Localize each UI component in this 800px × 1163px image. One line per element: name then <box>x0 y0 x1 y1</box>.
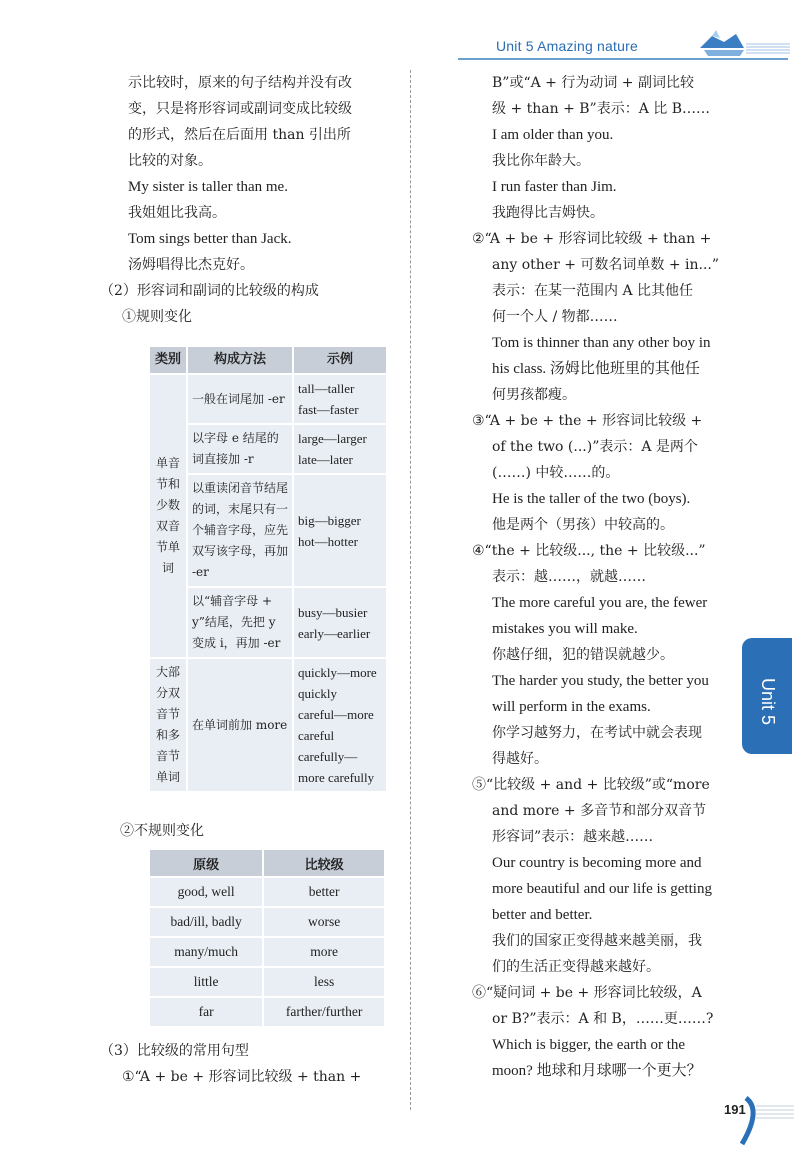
rule-cell: 以“辅音字母 + y”结尾，先把 y 变成 i，再加 -er <box>188 588 292 657</box>
example-cell: tall—taller fast—faster <box>294 375 386 423</box>
pattern-line: ①“A + be + 形容词比较级 + than + <box>122 1069 362 1085</box>
text-line: 你学习越努力，在考试中就会表现 <box>492 725 702 741</box>
table-row <box>150 375 386 423</box>
table-row: many/much more <box>150 938 384 966</box>
text-line: 表示：越……，就越…… <box>492 569 646 585</box>
example-cell: large—larger late—later <box>294 425 386 473</box>
text-line: The more careful you are, the fewer <box>492 595 708 611</box>
sub-heading: ②不规则变化 <box>120 823 204 839</box>
section-heading: （3）比较级的常用句型 <box>100 1043 249 1059</box>
irregular-comparison-table <box>148 848 386 1028</box>
table-header: 比较级 <box>264 850 384 876</box>
category-cell: 单音节和少数双音节单词 <box>150 375 186 657</box>
table-header: 类别 <box>150 347 186 373</box>
table-header: 示例 <box>294 347 386 373</box>
para-line: 变，只是将形容词或副词变成比较级 <box>128 101 352 117</box>
text-line: The harder you study, the better you <box>492 673 709 689</box>
text-line: more beautiful and our life is getting <box>492 881 712 897</box>
text-line: of the two (...)”表示：A 是两个 <box>492 439 698 455</box>
para-line: 比较的对象。 <box>128 153 212 169</box>
text-line: 何男孩都瘦。 <box>492 387 576 403</box>
section3-block <box>100 1038 400 1090</box>
page-number: 191 <box>724 1102 746 1117</box>
text-line: or B?”表示：A 和 B，……更……? <box>492 1011 714 1027</box>
rule-cell: 以重读闭音节结尾的词，末尾只有一个辅音字母，应先双写该字母，再加 -er <box>188 475 292 586</box>
text-line: ②“A + be + 形容词比较级 + than + <box>472 231 712 247</box>
text-line: 们的生活正变得越来越好。 <box>492 959 660 975</box>
text-line: 我们的国家正变得越来越美丽，我 <box>492 933 702 949</box>
sub-heading: ①规则变化 <box>122 309 192 325</box>
text-line: 级 + than + B”表示：A 比 B…… <box>492 101 711 117</box>
table-row: little less <box>150 968 384 996</box>
text-line: better and better. <box>492 907 593 923</box>
left-column <box>100 70 390 330</box>
text-line: (……) 中较……的。 <box>492 465 620 481</box>
text-line: ⑥“疑问词 + be + 形容词比较级，A <box>472 985 702 1001</box>
text-line: 我比你年龄大。 <box>492 153 590 169</box>
right-column <box>472 70 734 1084</box>
para-line: 示比较时，原来的句子结构并没有改 <box>128 75 352 91</box>
unit-side-tab: Unit 5 <box>742 638 792 754</box>
section-heading: （2）形容词和副词的比较级的构成 <box>100 283 319 299</box>
example-cell: busy—busier early—earlier <box>294 588 386 657</box>
page-corner-decoration <box>706 1092 796 1152</box>
table-header: 构成方法 <box>188 347 292 373</box>
text-line: ③“A + be + the + 形容词比较级 + <box>472 413 703 429</box>
example-en: Tom sings better than Jack. <box>128 231 292 247</box>
table-header: 原级 <box>150 850 262 876</box>
text-line: his class. 汤姆比他班里的其他任 <box>492 361 700 377</box>
category-cell: 大部分双音节和多音节单词 <box>150 659 186 791</box>
table-row: far farther/further <box>150 998 384 1026</box>
rule-cell: 在单词前加 more <box>188 659 292 791</box>
table-row: bad/ill, badly worse <box>150 908 384 936</box>
text-line: mistakes you will make. <box>492 621 638 637</box>
text-line: B”或“A + 行为动词 + 副词比较 <box>492 75 694 91</box>
text-line: moon? 地球和月球哪一个更大？ <box>492 1063 702 1079</box>
book-icon <box>682 26 792 62</box>
example-cell: big—bigger hot—hotter <box>294 475 386 586</box>
text-line: Which is bigger, the earth or the <box>492 1037 686 1053</box>
text-line: ⑤“比较级 + and + 比较级”或“more <box>472 777 710 793</box>
column-divider <box>410 70 411 1110</box>
example-cell: quickly—more quickly careful—more careful carefully—more carefully <box>294 659 386 791</box>
text-line: 何一个人 / 物都…… <box>492 309 618 325</box>
text-line: and more + 多音节和部分双音节 <box>492 803 707 819</box>
rule-cell: 以字母 e 结尾的词直接加 -r <box>188 425 292 473</box>
table-row: good, well better <box>150 878 384 906</box>
para-line: 的形式，然后在后面用 than 引出所 <box>128 127 351 143</box>
text-line: I am older than you. <box>492 127 614 143</box>
text-line: 他是两个（男孩）中较高的。 <box>492 517 674 533</box>
table-row <box>150 659 386 791</box>
text-line: 得越好。 <box>492 751 548 767</box>
text-line: any other + 可数名词单数 + in...” <box>492 257 720 273</box>
text-line: 你越仔细，犯的错误就越少。 <box>492 647 674 663</box>
text-line: 表示：在某一范围内 A 比其他任 <box>492 283 694 299</box>
text-line: 形容词”表示：越来越…… <box>492 829 654 845</box>
irregular-heading-block <box>120 818 390 844</box>
unit-header-title: Unit 5 Amazing nature <box>496 38 638 54</box>
text-line: ④“the + 比较级..., the + 比较级...” <box>472 543 706 559</box>
text-line: will perform in the exams. <box>492 699 651 715</box>
text-line: Tom is thinner than any other boy in <box>492 335 711 351</box>
example-zh: 汤姆唱得比杰克好。 <box>128 257 254 273</box>
text-line: He is the taller of the two (boys). <box>492 491 691 507</box>
rule-cell: 一般在词尾加 -er <box>188 375 292 423</box>
example-en: My sister is taller than me. <box>128 179 288 195</box>
text-line: I run faster than Jim. <box>492 179 617 195</box>
example-zh: 我姐姐比我高。 <box>128 205 226 221</box>
header-rule <box>458 58 788 60</box>
text-line: Our country is becoming more and <box>492 855 702 871</box>
regular-comparison-table <box>148 345 388 793</box>
text-line: 我跑得比吉姆快。 <box>492 205 604 221</box>
